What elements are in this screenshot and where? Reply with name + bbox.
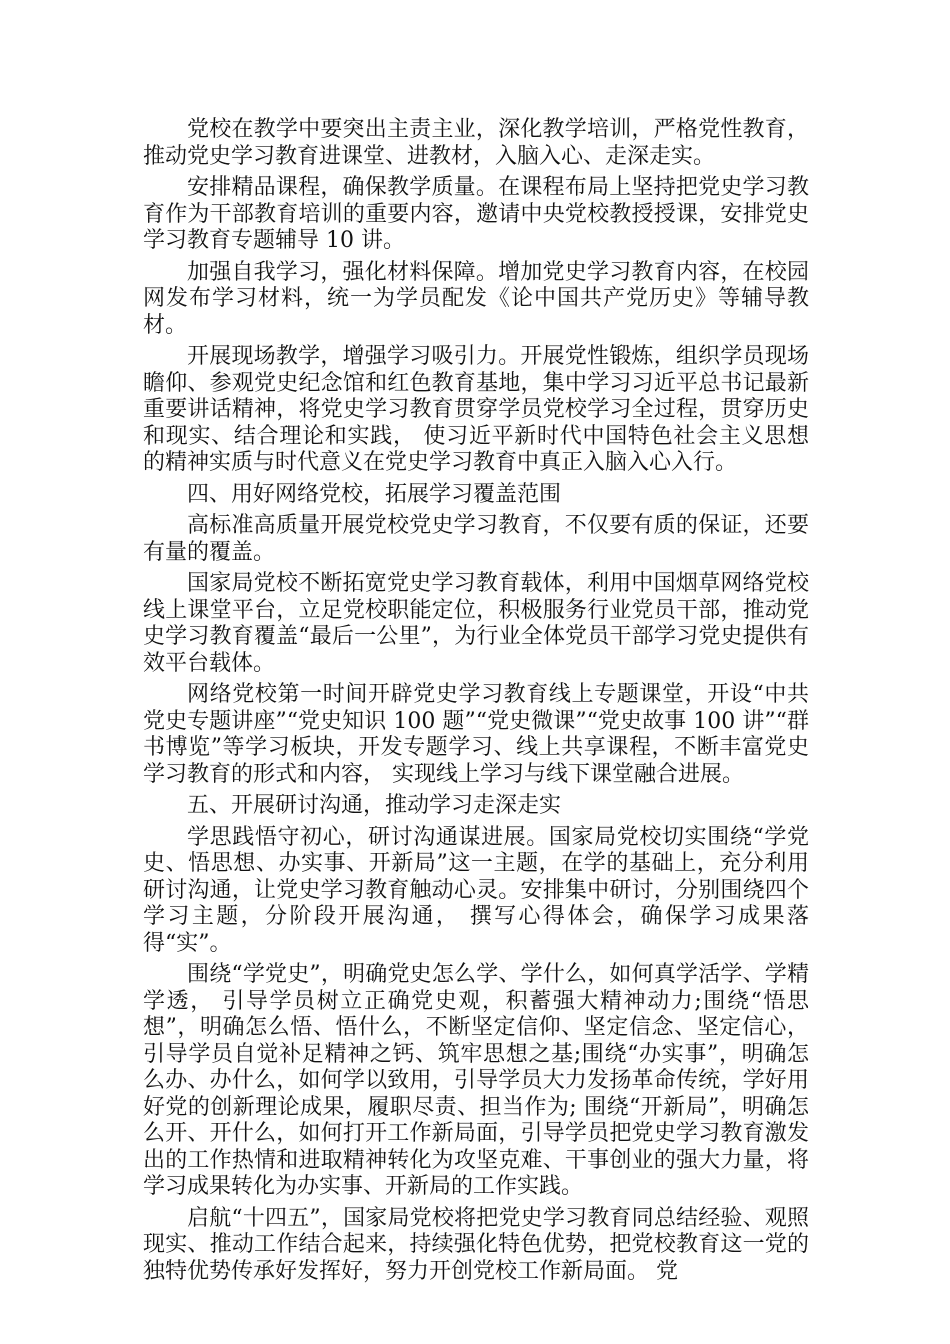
document-body — [143, 117, 809, 1290]
paragraph-7: 网络党校第一时间开辟党史学习教育线上专题课堂，开设“中共党史专题讲座”“党史知识 100 题”“党史微课”“党史故事 100 讲”“群书博览”等学习板块，开发专题学习、线上共享课程，不断丰富党史学习教育的形式和内容， 实现线上学习与线下课堂融合进展。 — [143, 682, 809, 787]
paragraph-6: 国家局党校不断拓宽党史学习教育载体，利用中国烟草网络党校线上课堂平台，立足党校职能定位，积极服务行业党员干部，推动党史学习教育覆盖“最后一公里”，为行业全体党员干部学习党史提供有效平台载体。 — [143, 571, 809, 676]
paragraph-1: 党校在教学中要突出主责主业，深化教学培训，严格党性教育，推动党史学习教育进课堂、进教材，入脑入心、走深走实。 — [143, 117, 809, 169]
paragraph-2: 安排精品课程，确保教学质量。在课程布局上坚持把党史学习教育作为干部教育培训的重要内容，邀请中央党校教授授课，安排党史学习教育专题辅导 10 讲。 — [143, 175, 809, 253]
section-heading-5: 五、开展研讨沟通，推动学习走深走实 — [187, 793, 562, 818]
section-heading-4: 四、用好网络党校，拓展学习覆盖范围 — [187, 481, 562, 507]
paragraph-4: 开展现场教学，增强学习吸引力。开展党性锻炼，组织学员现场瞻仰、参观党史纪念馆和红色教育基地，集中学习习近平总书记最新重要讲话精神，将党史学习教育贯穿学员党校学习全过程，贯穿历史和现实、结合理论和实践， 使习近平新时代中国特色社会主义思想的精神实质与时代意义在党史学习教育中真正入脑入心入行。 — [143, 344, 809, 475]
paragraph-3: 加强自我学习，强化材料保障。增加党史学习教育内容，在校园网发布学习材料，统一为学员配发《论中国共产党历史》等辅导教材。 — [143, 259, 809, 338]
paragraph-5: 高标准高质量开展党校党史学习教育，不仅要有质的保证，还要有量的覆盖。 — [143, 513, 809, 565]
paragraph-10: 启航“十四五”，国家局党校将把党史学习教育同总结经验、观照现实、推动工作结合起来，持续强化特色优势，把党校教育这一党的独特优势传承好发挥好，努力开创党校工作新局面。 党 — [143, 1205, 809, 1284]
paragraph-9: 围绕“学党史”，明确党史怎么学、学什么，如何真学活学、学精学透， 引导学员树立正确党史观，积蓄强大精神动力;围绕“悟思想”，明确怎么悟、悟什么，不断坚定信仰、坚定信念、坚定信心，引导学员自觉补足精神之钙、筑牢思想之基;围绕“办实事”，明确怎么办、办什么，如何学以致用，引导学员大力发扬革命传统，学好用好党的创新理论成果，履职尽责、担当作为; 围绕“开新局”，明确怎么开、开什么，如何打开工作新局面，引导学员把党史学习教育激发出的工作热情和进取精神转化为攻坚克难、干事创业的强大力量，将学习成果转化为办实事、开新局的工作实践。 — [143, 962, 809, 1199]
paragraph-8: 学思践悟守初心，研讨沟通谋进展。国家局党校切实围绕“学党史、悟思想、办实事、开新局”这一主题，在学的基础上，充分利用研讨沟通，让党史学习教育触动心灵。安排集中研讨，分别围绕四个学习主题，分阶段开展沟通， 撰写心得体会，确保学习成果落得“实”。 — [143, 824, 809, 956]
